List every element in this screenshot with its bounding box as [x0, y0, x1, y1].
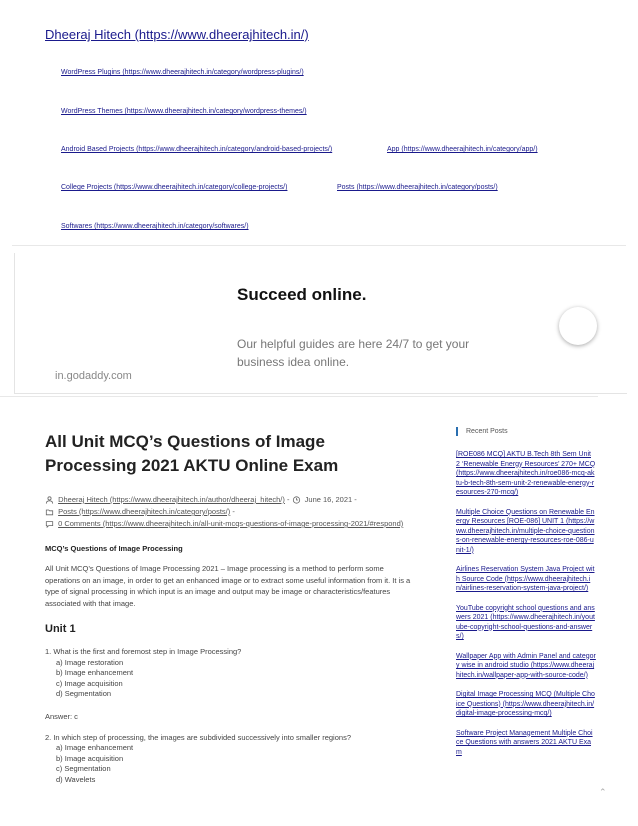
option: d) Wavelets: [56, 774, 96, 784]
option: b) Image enhancement: [56, 668, 134, 677]
unit-heading: Unit 1: [45, 623, 76, 635]
recent-posts-heading: Recent Posts: [456, 427, 596, 436]
post-date: June 16, 2021: [304, 495, 353, 504]
ad-text: Our helpful guides are here 24/7 to get your business idea online.: [237, 337, 470, 369]
article-title: All Unit MCQ’s Questions of Image Processing 2021 AKTU Online Exam: [45, 432, 339, 475]
option: c) Image acquisition: [56, 678, 123, 688]
nav-item-posts[interactable]: Posts (https://www.dheerajhitech.in/category/posts/): [337, 184, 498, 191]
recent-post-link[interactable]: Wallpaper App with Admin Panel and category wise in android studio (https://www.dheerajhitech.in/wallpaper-app-with-source-code/): [456, 652, 596, 679]
recent-post-link[interactable]: Digital Image Processing MCQ (Multiple Choice Questions) (https://www.dheerajhitech.in/digital-image-processing-mcq/): [456, 691, 595, 717]
article-meta: Dheeraj Hitech (https://www.dheerajhitech.in/author/dheeraj_hitech/) - June 16, 2021 - Posts (https://www.dheerajhitech.in/category/posts/) - 0 Comments (https://www.dheerajhitech.in/all-unit-mcqs-questions-of-image-processing-2021/#respond): [45, 494, 415, 530]
comments-link[interactable]: 0 Comments (https://www.dheerajhitech.in/all-unit-mcqs-questions-of-image-processing-2021/#respond): [58, 519, 404, 528]
nav-item-wordpress-plugins[interactable]: WordPress Plugins (https://www.dheerajhitech.in/category/wordpress-plugins/): [61, 69, 304, 76]
intro-paragraph: All Unit MCQ’s Questions of Image Processing 2021 – Image processing is a method to perform some operations on an image, in order to get an enhanced image or to extract some useful information from it. It is a type of signal processing in which input is an image and output may be image or characteristics/features associated with that image.: [45, 564, 411, 608]
category-link[interactable]: Posts (https://www.dheerajhitech.in/category/posts/): [58, 507, 231, 516]
user-icon: [45, 496, 54, 504]
nav-item-app[interactable]: App (https://www.dheerajhitech.in/category/app/): [387, 146, 538, 153]
nav-item-android-projects[interactable]: Android Based Projects (https://www.dheerajhitech.in/category/android-based-projects/): [61, 146, 333, 153]
nav-item-college-projects[interactable]: College Projects (https://www.dheerajhitech.in/category/college-projects/): [61, 184, 288, 191]
ad-cta-button[interactable]: [559, 307, 597, 345]
ad-domain: in.godaddy.com: [55, 370, 132, 382]
recent-post-link[interactable]: [ROE086 MCQ] AKTU B.Tech 8th Sem Unit 2 ‘Renewable Energy Resources’ 270+ MCQ (https://www.dheerajhitech.in/roe086-mcq-aktu-b-tech-8th-sem-unit-2-renewable-energy-resources-270-mcq/): [456, 451, 596, 496]
question-text: 1. What is the first and foremost step in Image Processing?: [45, 647, 242, 656]
chevron-up-icon[interactable]: ⌃: [599, 787, 607, 797]
option: a) Image enhancement: [56, 743, 134, 752]
clock-icon: [292, 496, 301, 504]
section-heading: MCQ’s Questions of Image Processing: [45, 544, 183, 553]
advertisement-banner[interactable]: [14, 253, 627, 394]
option: b) Image acquisition: [56, 753, 124, 763]
comment-icon: [45, 520, 54, 528]
author-link[interactable]: Dheeraj Hitech (https://www.dheerajhitech.in/author/dheeraj_hitech/): [58, 495, 285, 504]
recent-post-link[interactable]: Multiple Choice Questions on Renewable Energy Resources [ROE-086] UNIT 1 (https://www.dheerajhitech.in/multiple-choice-questions-on-renewable-energy-resources-roe-086-unit-1/): [456, 508, 595, 554]
option: d) Segmentation: [56, 689, 112, 698]
option: c) Segmentation: [56, 764, 111, 773]
recent-post-link[interactable]: Airlines Reservation System Java Project with Source Code (https://www.dheerajhitech.in/airlines-reservation-system-java-project/): [456, 566, 595, 592]
recent-post-link[interactable]: Software Project Management Multiple Choice Questions with answers 2021 AKTU Exam: [456, 729, 593, 756]
nav-item-wordpress-themes[interactable]: WordPress Themes (https://www.dheerajhitech.in/category/wordpress-themes/): [61, 108, 307, 115]
ad-divider: [0, 396, 598, 397]
question-text: 2. In which step of processing, the images are subdivided successively into smaller regions?: [45, 732, 351, 742]
folder-icon: [45, 508, 54, 516]
question-1: [45, 647, 415, 700]
answer-text: Answer: c: [45, 711, 78, 721]
option: a) Image restoration: [56, 657, 124, 667]
recent-post-link[interactable]: YouTube copyright school questions and answers 2021 (https://www.dheerajhitech.in/youtube-copyright-school-questions-and-answers/): [456, 604, 595, 640]
nav-item-softwares[interactable]: Softwares (https://www.dheerajhitech.in/category/softwares/): [61, 223, 249, 230]
article: [45, 430, 415, 785]
site-title-link[interactable]: Dheeraj Hitech (https://www.dheerajhitech.in/): [45, 27, 309, 42]
ad-title: Succeed online.: [237, 285, 367, 304]
sidebar-recent-posts: [456, 427, 596, 757]
header-divider: [12, 245, 626, 246]
question-2: [45, 733, 415, 786]
